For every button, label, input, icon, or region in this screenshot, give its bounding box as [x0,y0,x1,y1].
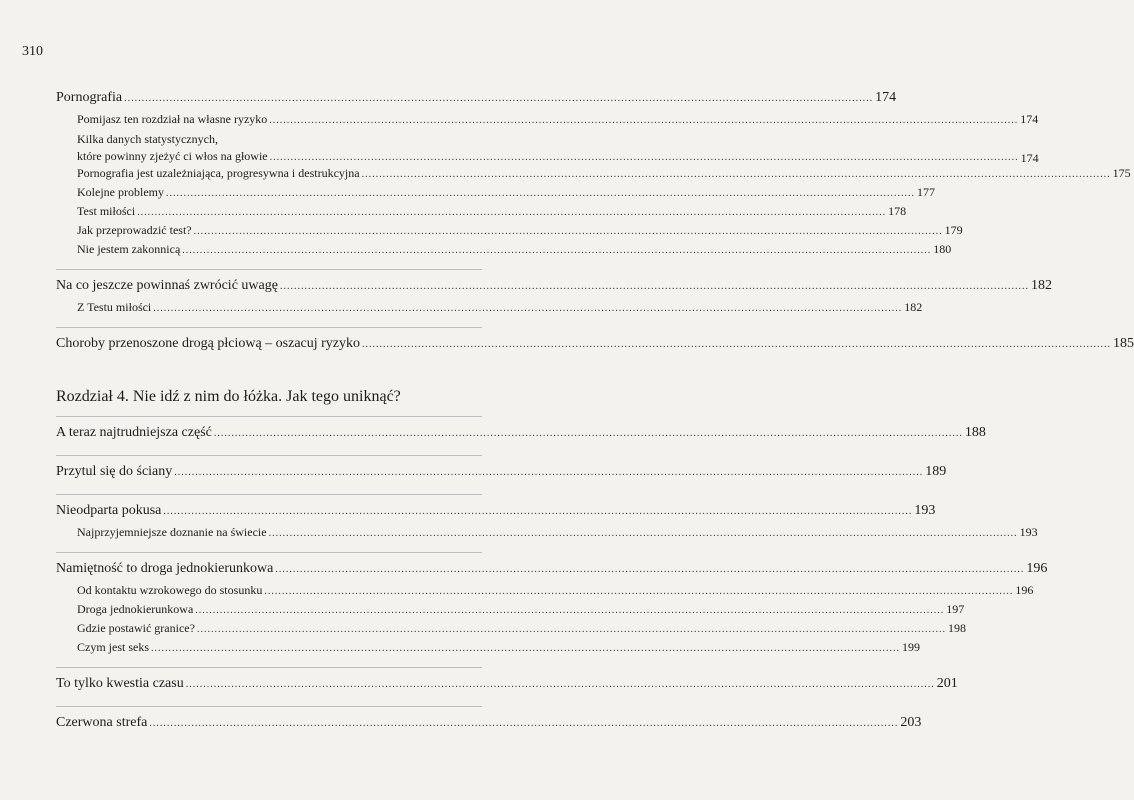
leader-dots [137,207,886,218]
toc-subentry-title: Pornografia jest uzależniająca, progresywna i destrukcyjna [77,166,360,180]
toc-subentry-title-line: które powinny zjeżyć ci włos na głowie [77,149,268,163]
toc-section-title: Na co jeszcze powinnaś zwrócić uwagę [56,278,278,293]
toc-subentry [56,112,1039,131]
toc-subentry-title-line: Kilka danych statystycznych, [77,132,218,146]
toc-subentry [56,131,1039,166]
leader-dots [197,624,946,635]
toc-section [56,503,936,525]
toc-subentry-title: Z Testu miłości [77,300,152,314]
toc-page-number: 178 [888,204,907,218]
toc-subentry [56,525,1038,544]
leader-dots [149,718,898,729]
leader-dots [270,149,1019,166]
leader-dots [194,226,943,237]
toc-page-number: 196 [1015,583,1034,597]
toc-section [56,715,922,737]
toc-page-number: 189 [925,464,947,479]
section-divider [56,494,482,495]
toc-page-number: 185 [1113,336,1134,351]
section-divider [56,269,482,270]
toc-section [56,336,1134,358]
leader-dots [195,605,944,616]
toc-section-title: Nieodparta pokusa [56,503,162,518]
leader-dots [275,564,1024,575]
table-of-contents [56,90,1134,737]
toc-page-number: 180 [933,242,952,256]
leader-dots [186,679,935,690]
toc-page-number: 198 [947,621,966,635]
toc-page-number: 193 [1019,525,1038,539]
toc-subentry-title: Gdzie postawić granice? [77,621,195,635]
toc-subentry-title: Czym jest seks [77,640,149,654]
toc-page-number: 193 [914,503,936,518]
section-divider [56,706,482,707]
toc-section-title: Pornografia [56,90,123,105]
toc-subentry-title: Nie jestem zakonnicą [77,242,181,256]
section-divider [56,552,482,553]
leader-dots [124,93,873,104]
toc-page-number: 182 [1030,278,1052,293]
leader-dots [269,115,1018,126]
toc-subentry-title: Jak przeprowadzić test? [77,223,192,237]
leader-dots [214,428,963,439]
toc-page-number: 197 [946,602,965,616]
toc-page-number: 175 [1112,166,1131,180]
leader-dots [182,245,931,256]
toc-section-title: To tylko kwestia czasu [56,676,184,691]
toc-subentry [56,204,907,223]
toc-page-number: 182 [904,300,923,314]
toc-page-number: 199 [902,640,920,654]
toc-subentry [56,583,1034,602]
toc-subentry [56,185,935,204]
toc-section-title: Przytul się do ściany [56,464,173,479]
toc-page-number: 196 [1026,561,1048,576]
toc-section [56,676,958,698]
leader-dots [163,506,912,517]
toc-section [56,425,986,447]
toc-section-title: Namiętność to droga jednokierunkowa [56,561,274,576]
toc-subentry [56,300,923,319]
toc-section-title: A teraz najtrudniejsza część [56,425,212,440]
toc-section [56,561,1048,583]
toc-section [56,464,947,486]
toc-page-number: 174 [875,90,897,105]
toc-subentry-title: Droga jednokierunkowa [77,602,194,616]
toc-subentry-title: Test miłości [77,204,136,218]
section-divider [56,327,482,328]
section-divider [56,667,482,668]
leader-dots [153,303,902,314]
toc-subentry [56,602,965,621]
leader-dots [269,528,1018,539]
toc-subentry [56,242,952,261]
toc-section-title: Czerwona strefa [56,715,148,730]
toc-section-title: Choroby przenoszone drogą płciową – oszacuj ryzyko [56,336,361,351]
toc-subentry-title: Kolejne problemy [77,185,164,199]
leader-dots [174,467,923,478]
section-divider [56,455,482,456]
toc-subentry-title: Pomijasz ten rozdział na własne ryzyko [77,112,268,126]
toc-subentry [56,166,1131,185]
section-divider [56,416,482,417]
toc-page-number: 177 [916,185,935,199]
leader-dots [362,169,1111,180]
toc-section [56,90,897,112]
toc-subentry [56,640,920,659]
toc-subentry-title: Od kontaktu wzrokowego do stosunku [77,583,263,597]
leader-dots [151,643,900,654]
toc-page-number: 203 [900,715,922,730]
toc-subentry-title [77,131,1021,166]
leader-dots [362,339,1111,350]
toc-page-number: 179 [944,223,963,237]
leader-dots [166,188,915,199]
chapter-heading: Rozdział 4. Nie idź z nim do łóżka. Jak tego uniknąć? [56,388,401,405]
leader-dots [280,281,1029,292]
toc-page-number: 174 [1020,112,1039,126]
page-number: 310 [22,44,43,59]
toc-page-number: 201 [936,676,958,691]
toc-subentry [56,223,963,242]
leader-dots [264,586,1013,597]
toc-subentry-title: Najprzyjemniejsze doznanie na świecie [77,525,267,539]
toc-page-number: 174 [1020,151,1039,165]
toc-page-number: 188 [964,425,986,440]
toc-section [56,278,1052,300]
toc-subentry [56,621,966,640]
